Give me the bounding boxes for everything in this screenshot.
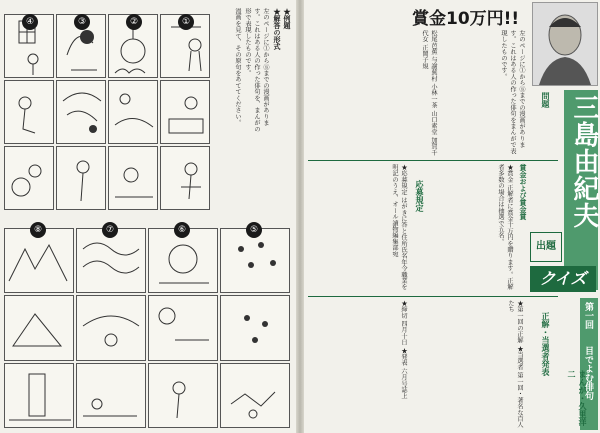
panel-number-7: ⑦ [102,222,118,238]
panel-number-8: ⑧ [30,222,46,238]
side-col-1: 左のページに①から⑧までの漫画があります。これはある人の作った俳句を、まんがの形で表現したものです。 [244,8,269,132]
comic-panel [56,146,106,210]
main-title: 三島由紀夫 [569,94,599,229]
panel-number-4: ④ [22,14,38,30]
left-side-text [210,6,294,136]
comic-panel [4,295,74,360]
panel-number-3: ③ [74,14,90,30]
body-col-a: 左のページに①から⑧までの漫画があります。これはある人の作った俳句をまんがで表現したものです。 [500,30,525,154]
comic-grid-bottom [4,228,290,428]
panel-number-2: ② [126,14,142,30]
artist-credit: まんが・久里洋二 [567,370,587,426]
body-col-c: ★賞金 正解者に賞金十万円を贈ります。正解者多数の場合は抽選で五名。 [497,164,513,290]
page-gutter [296,0,304,433]
comic-panel [108,146,158,210]
result-label: 正解・当選者発表 [541,312,550,376]
divider [308,160,558,161]
panel-number-1: ① [178,14,194,30]
problem-label: 問題 [541,92,550,108]
subject-badge: 出題 [530,232,562,262]
comic-grid-top [4,14,210,210]
quiz-word: クイズ [530,266,596,292]
panel-number-6: ⑥ [174,222,190,238]
example-heading: ★例題 [283,8,292,29]
comic-panel [148,363,218,428]
comic-panel [4,80,54,144]
comic-panel [4,363,74,428]
right-page [304,0,600,433]
panel-number-5: ⑤ [246,222,262,238]
comic-panel [56,80,106,144]
side-col-2: 漫画を見て、その原句をあててください。 [234,8,241,126]
comic-panel [76,295,146,360]
comic-panel [148,295,218,360]
comic-panel [4,146,54,210]
prize-label: 賞金および賞金賞 [519,164,527,220]
body-col-f: ★第一回の正解 ★当選者 第一回・著名な百人たち [507,300,523,428]
body-col-b: 松尾芭蕉 与謝蕪村 小林一茶 山口素堂 加賀千代女 正岡子規 [421,30,437,156]
author-portrait [532,2,598,86]
left-page [0,0,296,433]
answer-format-heading: ★解答の形式 [273,8,282,50]
divider [308,296,558,297]
comic-panel [220,295,290,360]
prize-title: 賞金10万円!! [412,9,520,29]
quiz-number: 第一回 [583,302,593,329]
comic-panel [160,80,210,144]
rules-label: 応募規定 [415,180,424,212]
comic-panel [220,363,290,428]
comic-panel [76,363,146,428]
comic-panel [160,146,210,210]
comic-panel [108,80,158,144]
body-col-d: ★応募規定 はがきに答と住所氏名年令職業を明記のうえ、オール讀物編集部宛 [391,164,407,290]
quiz-theme: 目でよむ俳句 [583,346,593,400]
body-col-e: ★締切 四月十日 ★発表 六月号誌上 [400,300,407,399]
